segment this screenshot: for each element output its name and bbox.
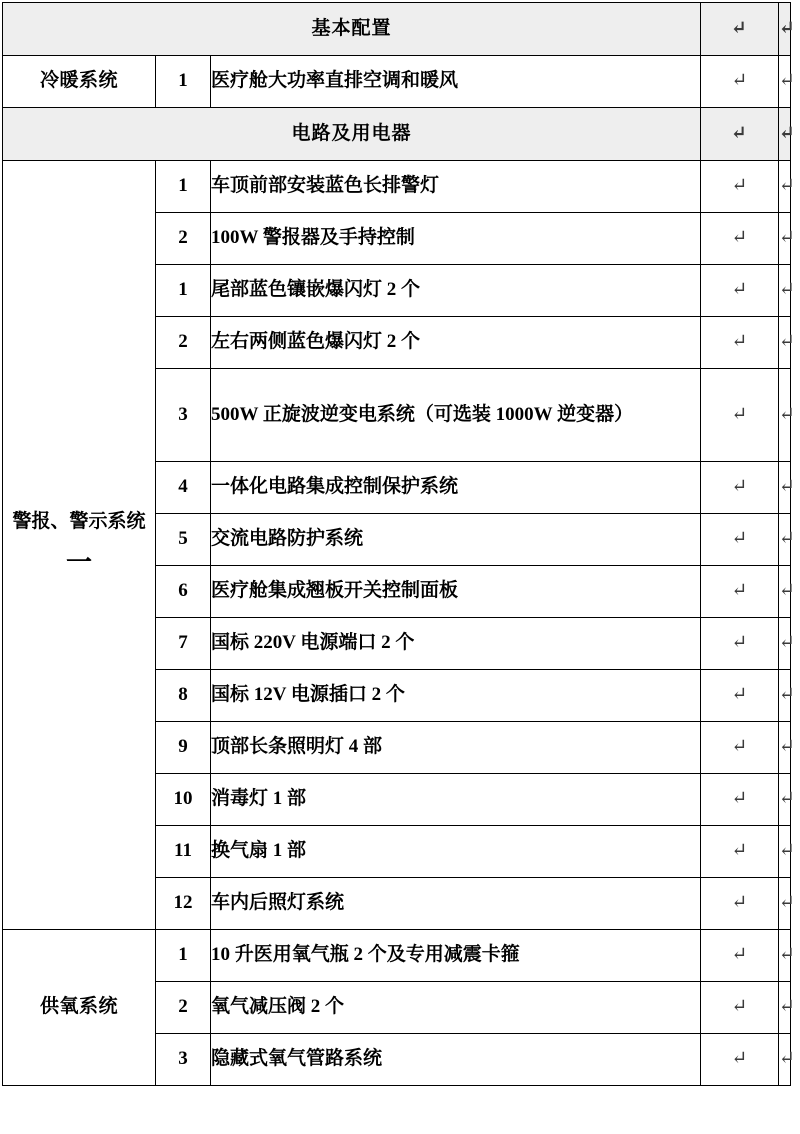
item-number: 1 xyxy=(156,161,211,213)
item-description: 交流电路防护系统 xyxy=(211,514,701,566)
tail-cell: ↵ xyxy=(779,108,791,161)
tail-cell: ↵ xyxy=(779,618,791,670)
mark-cell: ↵ xyxy=(701,3,779,56)
tail-cell: ↵ xyxy=(779,722,791,774)
item-number: 11 xyxy=(156,826,211,878)
item-number: 2 xyxy=(156,982,211,1034)
item-description: 医疗舱集成翘板开关控制面板 xyxy=(211,566,701,618)
mark-cell: ↵ xyxy=(701,670,779,722)
tail-cell: ↵ xyxy=(779,213,791,265)
item-description: 一体化电路集成控制保护系统 xyxy=(211,462,701,514)
mark-cell: ↵ xyxy=(701,1034,779,1086)
mark-cell: ↵ xyxy=(701,369,779,462)
category-alarm-label: 警报、警示系统 xyxy=(12,511,146,533)
item-description: 医疗舱大功率直排空调和暖风 xyxy=(211,56,701,108)
category-alarm-sub: 一 xyxy=(65,547,92,577)
category-alarm-system xyxy=(3,161,156,930)
table-row-hvac xyxy=(3,56,791,108)
item-number: 7 xyxy=(156,618,211,670)
tail-cell: ↵ xyxy=(779,826,791,878)
item-description: 10 升医用氧气瓶 2 个及专用减震卡箍 xyxy=(211,930,701,982)
table-row-section-electrical xyxy=(3,108,791,161)
tail-cell: ↵ xyxy=(779,774,791,826)
item-number: 6 xyxy=(156,566,211,618)
mark-cell: ↵ xyxy=(701,618,779,670)
tail-cell: ↵ xyxy=(779,265,791,317)
item-number: 1 xyxy=(156,265,211,317)
mark-cell: ↵ xyxy=(701,514,779,566)
item-description: 国标 12V 电源插口 2 个 xyxy=(211,670,701,722)
section-header-electrical: 电路及用电器 xyxy=(3,108,701,161)
item-number: 3 xyxy=(156,1034,211,1086)
tail-cell: ↵ xyxy=(779,982,791,1034)
mark-cell: ↵ xyxy=(701,56,779,108)
mark-cell: ↵ xyxy=(701,213,779,265)
table-row-oxygen-1 xyxy=(3,930,791,982)
mark-cell: ↵ xyxy=(701,566,779,618)
tail-cell: ↵ xyxy=(779,878,791,930)
tail-cell: ↵ xyxy=(779,369,791,462)
item-description: 尾部蓝色镶嵌爆闪灯 2 个 xyxy=(211,265,701,317)
item-number: 2 xyxy=(156,317,211,369)
item-description: 100W 警报器及手持控制 xyxy=(211,213,701,265)
section-header-basic-config: 基本配置 xyxy=(3,3,701,56)
item-description: 隐藏式氧气管路系统 xyxy=(211,1034,701,1086)
item-description: 换气扇 1 部 xyxy=(211,826,701,878)
category-hvac: 冷暖系统 xyxy=(3,56,156,108)
item-number: 3 xyxy=(156,369,211,462)
mark-cell: ↵ xyxy=(701,930,779,982)
item-description: 车内后照灯系统 xyxy=(211,878,701,930)
tail-cell: ↵ xyxy=(779,56,791,108)
tail-cell: ↵ xyxy=(779,161,791,213)
item-description: 左右两侧蓝色爆闪灯 2 个 xyxy=(211,317,701,369)
mark-cell: ↵ xyxy=(701,774,779,826)
spec-table xyxy=(2,2,796,1086)
mark-cell: ↵ xyxy=(701,982,779,1034)
tail-cell: ↵ xyxy=(779,670,791,722)
item-number: 10 xyxy=(156,774,211,826)
item-description: 顶部长条照明灯 4 部 xyxy=(211,722,701,774)
item-number: 9 xyxy=(156,722,211,774)
category-oxygen-system: 供氧系统 xyxy=(3,930,156,1086)
tail-cell: ↵ xyxy=(779,317,791,369)
item-number: 1 xyxy=(156,930,211,982)
item-number: 1 xyxy=(156,56,211,108)
tail-cell: ↵ xyxy=(779,930,791,982)
item-description: 车顶前部安装蓝色长排警灯 xyxy=(211,161,701,213)
item-number: 8 xyxy=(156,670,211,722)
item-number: 5 xyxy=(156,514,211,566)
item-description: 氧气减压阀 2 个 xyxy=(211,982,701,1034)
tail-cell: ↵ xyxy=(779,566,791,618)
tail-cell: ↵ xyxy=(779,514,791,566)
item-number: 2 xyxy=(156,213,211,265)
item-number: 12 xyxy=(156,878,211,930)
mark-cell: ↵ xyxy=(701,265,779,317)
tail-cell: ↵ xyxy=(779,1034,791,1086)
mark-cell: ↵ xyxy=(701,878,779,930)
mark-cell: ↵ xyxy=(701,317,779,369)
item-number: 4 xyxy=(156,462,211,514)
mark-cell: ↵ xyxy=(701,722,779,774)
table-row-alarm-1 xyxy=(3,161,791,213)
tail-cell: ↵ xyxy=(779,3,791,56)
mark-cell: ↵ xyxy=(701,108,779,161)
item-description: 消毒灯 1 部 xyxy=(211,774,701,826)
mark-cell: ↵ xyxy=(701,462,779,514)
tail-cell: ↵ xyxy=(779,462,791,514)
mark-cell: ↵ xyxy=(701,826,779,878)
item-description: 国标 220V 电源端口 2 个 xyxy=(211,618,701,670)
item-description: 500W 正旋波逆变电系统（可选装 1000W 逆变器） xyxy=(211,369,701,462)
mark-cell: ↵ xyxy=(701,161,779,213)
document-page xyxy=(0,2,800,1134)
table-row-section-basic xyxy=(3,3,791,56)
